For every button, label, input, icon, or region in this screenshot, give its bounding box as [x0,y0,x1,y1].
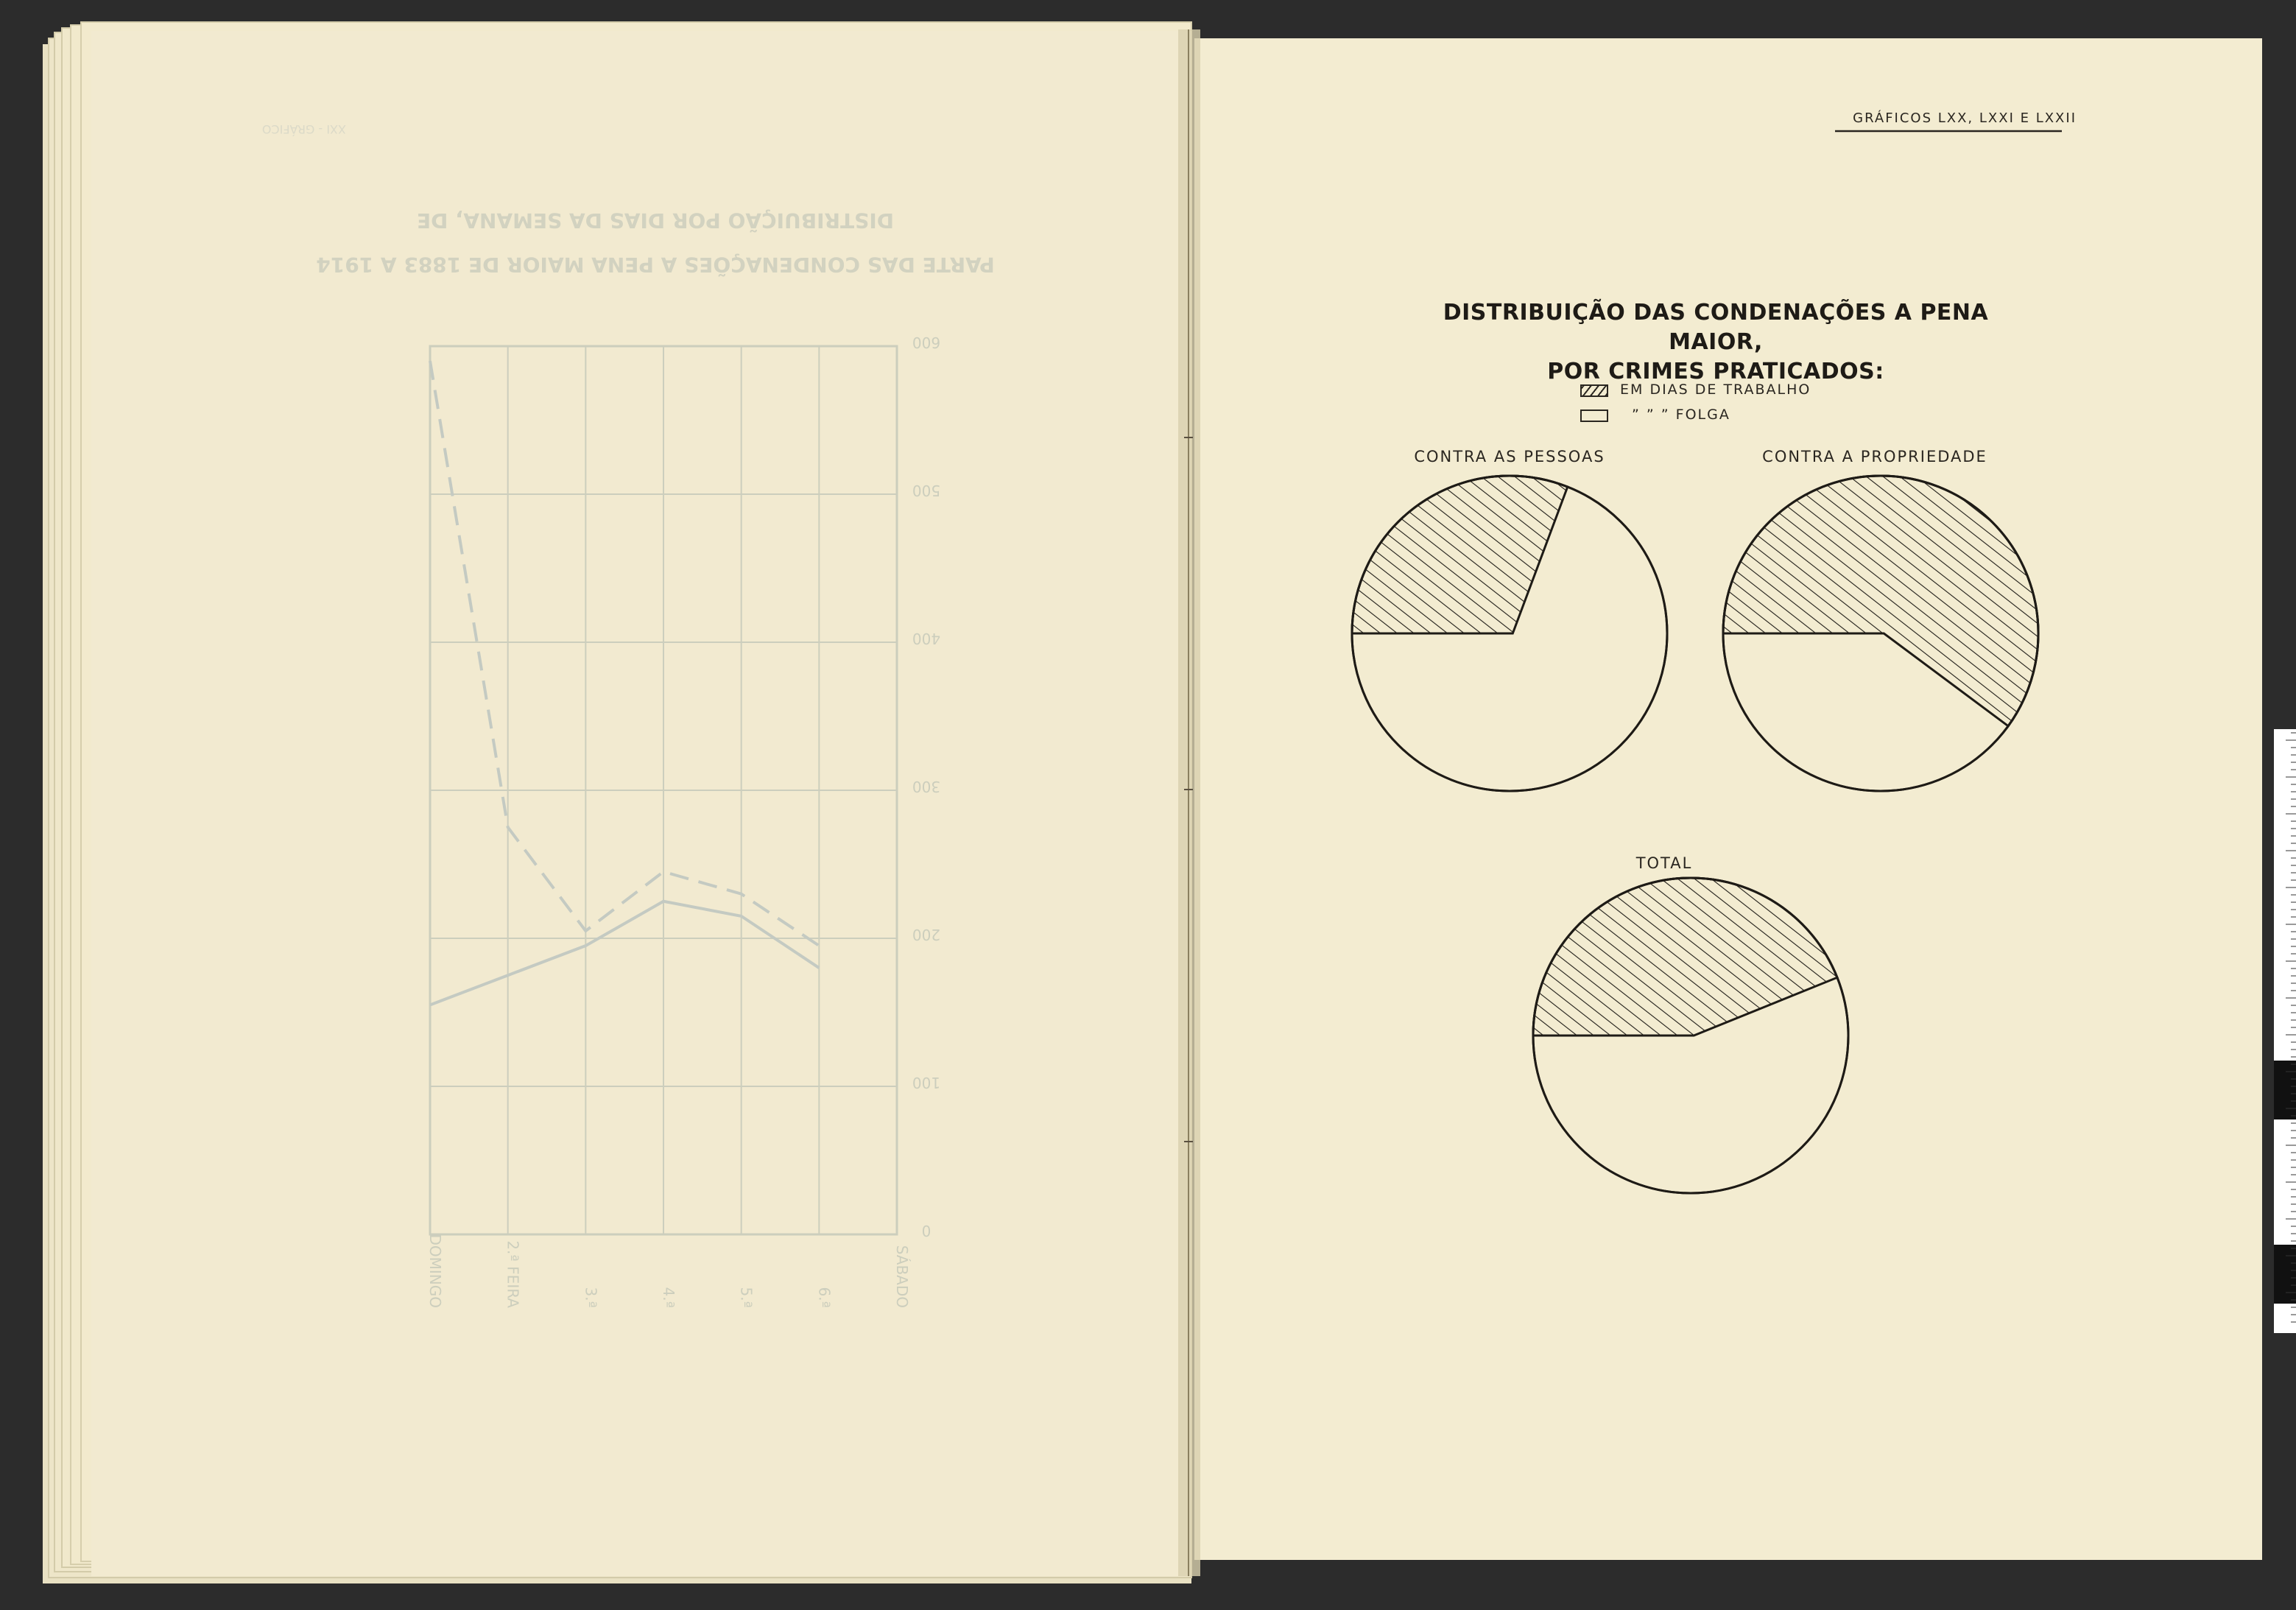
ghost-y-tick: 0 [921,1222,932,1240]
ghost-title-line-1: DISTRIBUIÇÃO POR DIAS DA SEMANA, DE [417,208,894,233]
ghost-x-tick: DOMINGO [426,1234,444,1308]
ghost-y-tick: 100 [912,1074,941,1092]
ghost-y-tick: 600 [912,334,941,351]
ghost-y-tick: 500 [912,482,941,499]
pie-2 [1723,476,2038,791]
ghost-x-tick: SÁBADO [893,1245,911,1308]
legend-label-hatched: EM DIAS DE TRABALHO [1620,382,1811,398]
legend-swatch-hatched [1580,384,1608,397]
legend-swatch-plain [1580,409,1608,422]
ghost-title-line-2: PARTE DAS CONDENAÇÕES A PENA MAIOR DE 1883 A 1914 [316,253,995,277]
right-page [1194,38,2262,1560]
pie-label-contra-a-propriedade: CONTRA A PROPRIEDADE [1762,448,1987,465]
chart-title: DISTRIBUIÇÃO DAS CONDENAÇÕES A PENA MAIOR, POR CRIMES PRATICADOS: [1443,300,1989,384]
legend-label-plain: ” ” ” FOLGA [1632,407,1730,423]
ghost-x-tick: 5.ª [737,1287,756,1308]
pie-label-contra-as-pessoas: CONTRA AS PESSOAS [1414,448,1605,465]
ghost-y-tick: 200 [912,926,941,943]
pie-3 [1533,878,1848,1193]
pie-1 [1352,476,1667,791]
scale-ruler [2274,729,2296,1333]
page-header: GRÁFICOS LXX, LXXI E LXXII [1853,110,2077,126]
ghost-y-tick: 300 [912,778,941,795]
ghost-x-tick: 4.ª [660,1287,677,1308]
pie-label-total: TOTAL [1635,854,1693,872]
ghost-x-tick: 3.ª [582,1287,600,1308]
ghost-header-left: XXI - GRÁFICO [261,122,346,136]
ghost-x-tick: 6.ª [815,1287,834,1308]
ghost-x-tick: 2.ª FEIRA [504,1240,522,1308]
ghost-y-tick: 400 [912,630,941,647]
